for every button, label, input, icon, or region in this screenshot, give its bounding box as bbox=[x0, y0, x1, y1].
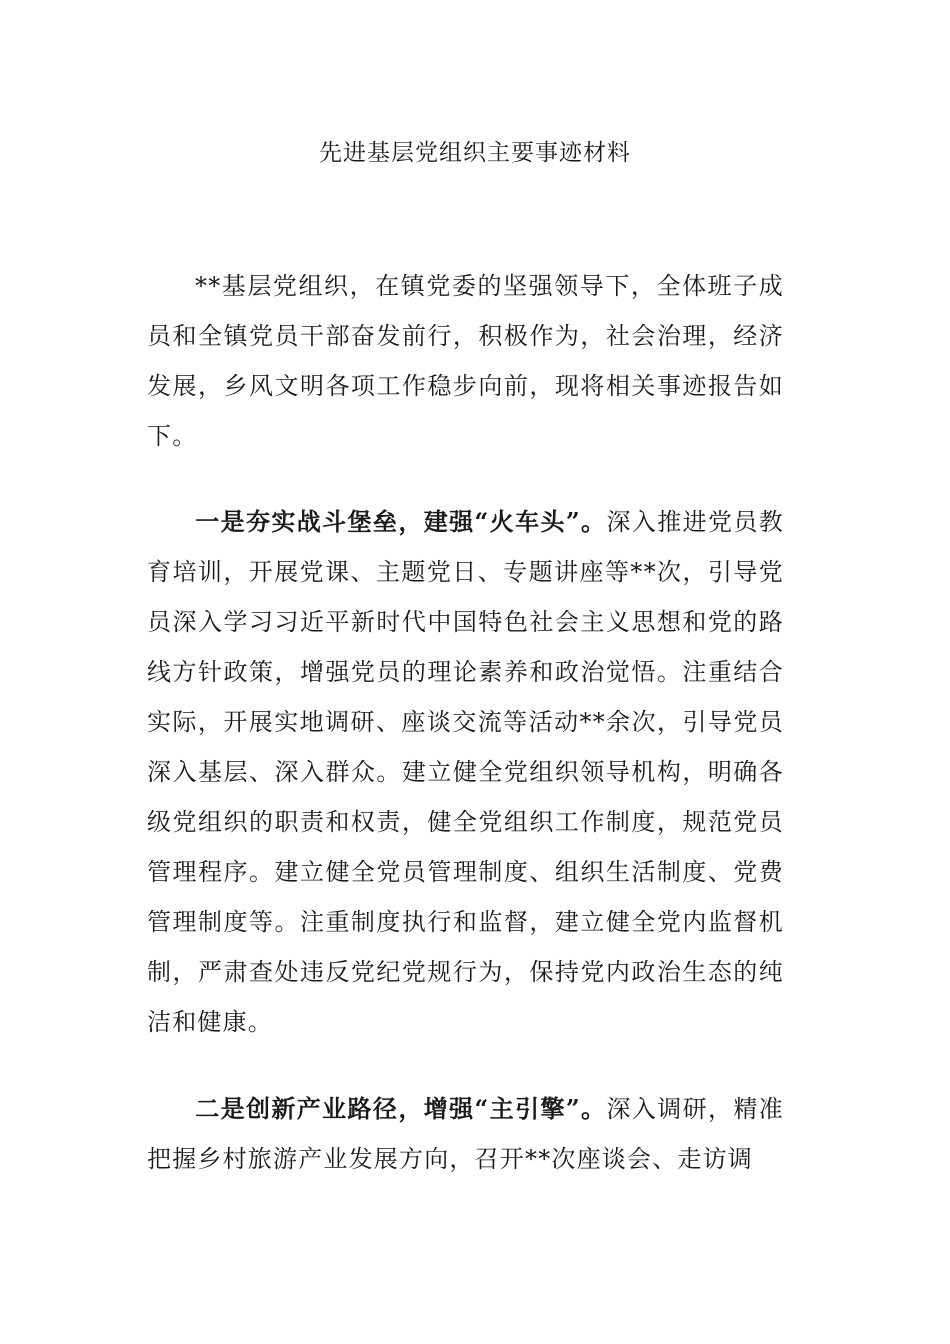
paragraph-section-one bbox=[147, 497, 784, 1047]
paragraph-text: 深入推进党员教育培训，开展党课、主题党日、专题讲座等**次，引导党员深入学习习近平新时代中国特色社会主义思想和党的路线方针政策，增强党员的理论素养和政治觉悟。注重结合实际，开展实地调研、座谈交流等活动**余次，引导党员深入基层、深入群众。建立健全党组织领导机构，明确各级党组织的职责和权责，健全党组织工作制度，规范党员管理程序。建立健全党员管理制度、组织生活制度、党费管理制度等。注重制度执行和监督，建立健全党内监督机制，严肃查处违反党纪党规行为，保持党内政治生态的纯洁和健康。 bbox=[147, 508, 784, 1036]
document-title: 先进基层党组织主要事迹材料 bbox=[319, 140, 631, 166]
paragraph-text: **基层党组织，在镇党委的坚强领导下，全体班子成员和全镇党员干部奋发前行，积极作为，社会治理，经济发展，乡风文明各项工作稳步向前，现将相关事迹报告如下。 bbox=[147, 272, 784, 450]
section-heading: 一是夯实战斗堡垒，建强“火车头”。 bbox=[195, 507, 607, 536]
paragraph-section-two bbox=[147, 1084, 784, 1184]
paragraph-text: 深入调研，精准把握乡村旅游产业发展方向，召开**次座谈会、走访调 bbox=[147, 1095, 784, 1173]
paragraph-intro bbox=[147, 261, 784, 461]
section-heading: 二是创新产业路径，增强“主引擎”。 bbox=[195, 1094, 607, 1123]
